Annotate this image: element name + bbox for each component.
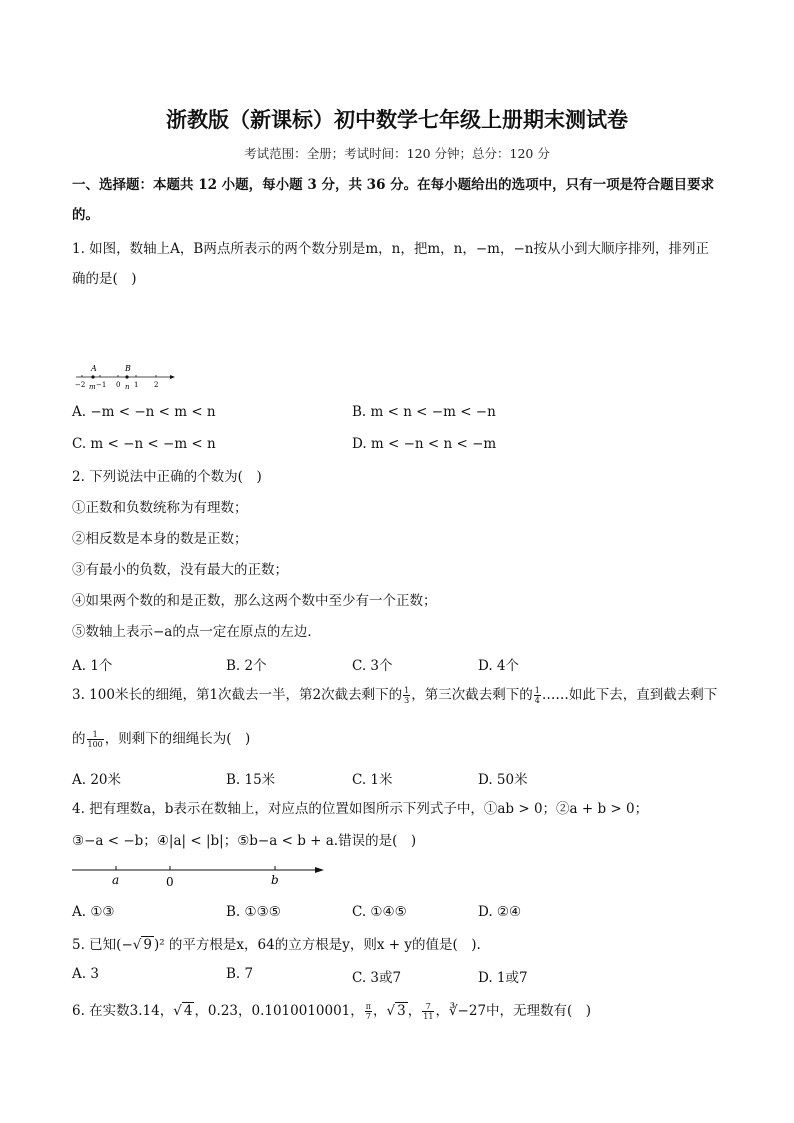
q3-text: ……如此下去，直到截去剩下 xyxy=(541,687,718,703)
exam-info: 考试范围：全册；考试时间：120 分钟；总分：120 分 xyxy=(244,146,550,161)
q6-fraction-7-over-11: $\frac{7}{11}$ xyxy=(423,1002,434,1021)
q1-option-c[interactable]: C. m < −n < −m < n xyxy=(72,436,216,452)
question-5-stem xyxy=(72,936,481,954)
question-1-stem: 1. 如图，数轴上A，B两点所表示的两个数分别是m，n，把m，n，−m，−n按从小到大顺序排列，排列正 xyxy=(72,241,709,257)
question-6-stem xyxy=(72,1002,591,1021)
q4-option-c[interactable]: C. ①④⑤ xyxy=(352,904,407,920)
question-1-stem-cont: 确的是( ) xyxy=(72,271,137,287)
q2-option-a[interactable]: A. 1个 xyxy=(72,658,113,674)
page-title: 浙教版（新课标）初中数学七年级上册期末测试卷 xyxy=(166,107,628,132)
point-b-label: B xyxy=(125,364,131,373)
q1-option-a[interactable]: A. −m < −n < m < n xyxy=(72,404,216,420)
q6-radicand: 3 xyxy=(397,1003,406,1019)
section-heading: 一、选择题：本题共 12 小题，每小题 3 分，共 36 分。在每小题给出的选项中，只有一项是符合题目要求 xyxy=(72,177,715,193)
q4-option-d[interactable]: D. ②④ xyxy=(478,904,522,920)
q4-option-b[interactable]: B. ①③⑤ xyxy=(226,904,281,920)
tick-label: 2 xyxy=(154,381,159,389)
q3-text: ，则剩下的细绳长为( ) xyxy=(104,731,251,747)
question-3-stem-cont xyxy=(72,730,250,749)
q4-option-a[interactable]: A. ①③ xyxy=(72,904,115,920)
q2-statement-5: ⑤数轴上表示−a的点一定在原点的左边． xyxy=(72,624,321,640)
sqrt-symbol: √ xyxy=(132,937,142,953)
q5-option-b[interactable]: B. 7 xyxy=(226,966,254,982)
tick-label: −1 xyxy=(96,381,107,389)
question-4-stem: 4. 把有理数a，b表示在数轴上，对应点的位置如图所示下列式子中，①ab > 0；②a + b > 0； xyxy=(72,801,649,817)
q3-text: 的 xyxy=(72,731,86,747)
q6-radicand: 4 xyxy=(183,1003,193,1019)
question-3-stem xyxy=(72,686,717,705)
q6-text: ， xyxy=(407,1003,422,1019)
q3-option-a[interactable]: A. 20米 xyxy=(72,772,122,788)
tick-label: 1 xyxy=(134,381,139,389)
q5-option-d[interactable]: D. 1或7 xyxy=(478,970,528,986)
q6-text: ，0.23，0.1010010001， xyxy=(194,1003,364,1019)
q2-option-c[interactable]: C. 3个 xyxy=(352,658,393,674)
q3-text: ，第三次截去剩下的 xyxy=(411,687,533,703)
q1-number-line-figure xyxy=(72,362,182,392)
axis-arrow xyxy=(170,375,175,379)
label-a: a xyxy=(112,873,120,887)
section-heading-cont: 的。 xyxy=(72,207,99,223)
q3-fraction-one-quarter: $\frac{1}{4}$ xyxy=(534,686,540,705)
q4-number-line-figure xyxy=(70,860,330,890)
point-b-dot xyxy=(125,375,128,378)
q3-fraction-one-hundredth: $\frac{1}{100}$ xyxy=(87,730,103,749)
label-b: b xyxy=(271,873,279,887)
q6-fraction-pi-over-7: $\frac{\pi}{7}$ xyxy=(365,1002,372,1021)
q3-text: 3. 100米长的细绳，第1次截去一半，第2次截去剩下的 xyxy=(72,687,403,703)
q2-statement-1: ①正数和负数统称为有理数； xyxy=(72,500,248,516)
q5-text: )² 的平方根是x，64的立方根是y，则x + y的值是( ). xyxy=(153,937,481,953)
q6-text: ， xyxy=(373,1003,387,1019)
q2-statement-4: ④如果两个数的和是正数，那么这两个数中至少有一个正数； xyxy=(72,593,437,609)
q2-statement-3: ③有最小的负数，没有最大的正数； xyxy=(72,562,288,578)
q3-option-b[interactable]: B. 15米 xyxy=(226,772,276,788)
q3-option-c[interactable]: C. 1米 xyxy=(352,772,393,788)
q3-option-d[interactable]: D. 50米 xyxy=(478,772,528,788)
tick-label: −2 xyxy=(75,381,86,389)
question-2-stem: 2. 下列说法中正确的个数为( ) xyxy=(72,469,262,485)
q1-option-d[interactable]: D. m < −n < n < −m xyxy=(352,436,497,452)
q6-text: ，∛−27中，无理数有( ) xyxy=(435,1003,592,1019)
q1-option-b[interactable]: B. m < n < −m < −n xyxy=(352,404,496,420)
point-a-dot xyxy=(91,375,94,378)
q5-radicand: 9 xyxy=(143,937,152,953)
tick-label: m xyxy=(89,383,96,391)
question-4-stem-cont: ③−a < −b；④|a| < |b|；⑤b−a < b + a.错误的是( ) xyxy=(72,833,417,849)
q2-option-d[interactable]: D. 4个 xyxy=(478,658,520,674)
q5-option-c[interactable]: C. 3或7 xyxy=(352,970,402,986)
q5-text: 5. 已知(− xyxy=(72,937,133,953)
q5-option-a[interactable]: A. 3 xyxy=(72,966,99,982)
q2-option-b[interactable]: B. 2个 xyxy=(226,658,267,674)
sqrt-symbol: √ xyxy=(386,1003,396,1019)
tick-label: 0 xyxy=(116,381,121,389)
q2-statement-2: ②相反数是本身的数是正数； xyxy=(72,531,248,547)
q3-fraction-one-third: $\frac{1}{3}$ xyxy=(404,686,410,705)
label-zero: 0 xyxy=(166,875,174,889)
point-a-label: A xyxy=(91,364,97,373)
tick-label: n xyxy=(125,383,130,391)
q6-text: 6. 在实数3.14， xyxy=(72,1003,174,1019)
axis-arrow xyxy=(315,867,324,873)
sqrt-symbol: √ xyxy=(173,1003,182,1019)
